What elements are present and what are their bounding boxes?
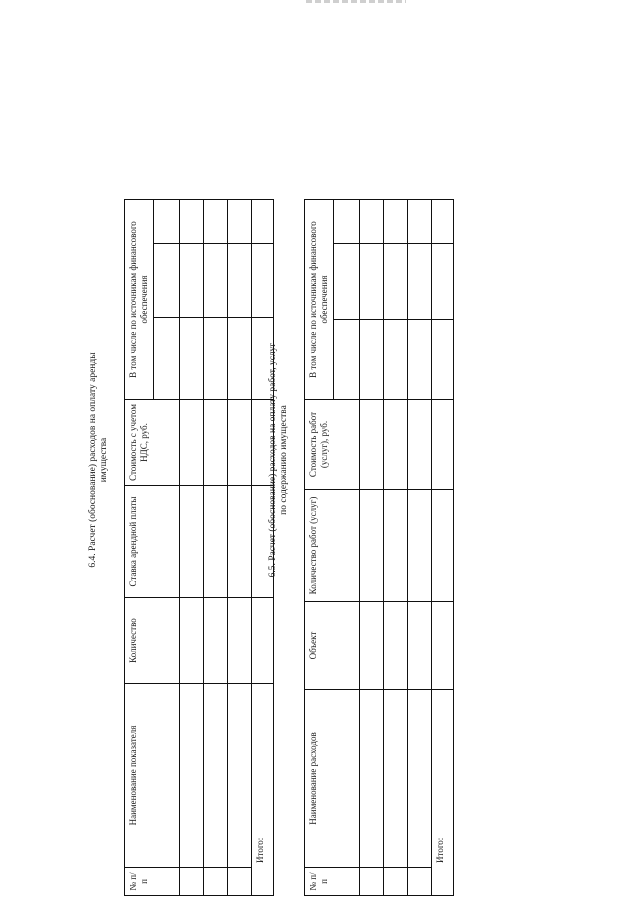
table-cell	[432, 490, 454, 602]
table-cell	[408, 400, 432, 490]
table-cell	[408, 602, 432, 690]
table-cell	[360, 602, 384, 690]
subheader-cell	[154, 318, 180, 400]
header-sources: В том числе по источникам финансового обеспечения	[125, 200, 154, 400]
caption-6-5-line2: по содержанию имущества	[279, 405, 289, 515]
scan-header-mark	[306, 0, 406, 3]
header-object: Объект	[305, 602, 360, 690]
table-cell	[204, 244, 228, 318]
table-cell	[408, 244, 432, 320]
header-num: № п/п	[125, 868, 180, 896]
table-cell	[228, 486, 252, 598]
caption-6-4-line2: имущества	[99, 437, 109, 483]
table-cell	[384, 400, 408, 490]
table-row	[204, 200, 228, 896]
caption-6-4	[88, 60, 110, 860]
header-num: № п/п	[305, 868, 360, 896]
header-rate: Ставка арендной платы	[125, 486, 180, 598]
table-cell	[204, 400, 228, 486]
table-cell	[180, 598, 204, 684]
table-cell	[228, 400, 252, 486]
table-cell	[432, 200, 454, 244]
table-cell	[204, 684, 228, 868]
caption-6-4-line1: 6.4. Расчет (обоснование) расходов на оплату аренды	[88, 352, 98, 568]
table-row	[384, 200, 408, 896]
total-label: Итого:	[432, 690, 454, 896]
table-cell	[360, 490, 384, 602]
table-cell	[360, 400, 384, 490]
header-name: Наименование расходов	[305, 690, 360, 868]
caption-6-5	[268, 60, 290, 860]
table-cell	[408, 200, 432, 244]
subheader-cell	[334, 320, 360, 400]
table-row	[180, 200, 204, 896]
header-qty: Количество	[125, 598, 180, 684]
table-cell	[180, 244, 204, 318]
subheader-cell	[154, 244, 180, 318]
table-cell	[228, 318, 252, 400]
table-cell	[228, 684, 252, 868]
table-cell	[408, 868, 432, 896]
table-cell	[180, 400, 204, 486]
table-cell	[204, 486, 228, 598]
table-cell	[180, 486, 204, 598]
header-cost: Стоимость с учетом НДС, руб.	[125, 400, 180, 486]
rotated-page-content	[88, 60, 448, 891]
subheader-cell	[154, 200, 180, 244]
table-cell	[360, 868, 384, 896]
table-6-5	[304, 199, 454, 896]
table-cell	[360, 690, 384, 868]
caption-6-5-line1: 6.5. Расчет (обоснование) расходов на оплату работ, услуг	[268, 342, 278, 578]
table-cell	[408, 490, 432, 602]
table-cell	[180, 318, 204, 400]
table-cell	[180, 868, 204, 896]
table-cell	[228, 598, 252, 684]
header-cost: Стоимость работ (услуг), руб.	[305, 400, 360, 490]
table-cell	[204, 868, 228, 896]
header-sources: В том числе по источникам финансового обеспечения	[305, 200, 334, 400]
table-cell	[204, 318, 228, 400]
header-name: Наименование показателя	[125, 684, 180, 868]
total-label: Итого:	[252, 684, 274, 896]
table-cell	[384, 244, 408, 320]
table-cell	[180, 200, 204, 244]
table-6-4-header-row	[125, 200, 154, 896]
table-row	[360, 200, 384, 896]
table-cell	[180, 684, 204, 868]
table-cell	[204, 200, 228, 244]
table-cell	[432, 320, 454, 400]
table-cell	[384, 320, 408, 400]
table-cell	[384, 602, 408, 690]
subheader-cell	[334, 200, 360, 244]
table-cell	[360, 200, 384, 244]
table-cell	[360, 320, 384, 400]
table-cell	[228, 200, 252, 244]
table-cell	[384, 868, 408, 896]
table-cell	[204, 598, 228, 684]
table-cell	[432, 244, 454, 320]
table-cell	[384, 200, 408, 244]
table-row	[408, 200, 432, 896]
table-cell	[432, 400, 454, 490]
table-cell	[408, 690, 432, 868]
table-cell	[228, 244, 252, 318]
table-6-4	[124, 199, 274, 896]
table-cell	[384, 490, 408, 602]
table-row	[228, 200, 252, 896]
header-qty: Количество работ (услуг)	[305, 490, 360, 602]
table-cell	[384, 690, 408, 868]
table-cell	[432, 602, 454, 690]
subheader-cell	[334, 244, 360, 320]
table-cell	[228, 868, 252, 896]
table-6-5-total-row	[432, 200, 454, 896]
table-cell	[360, 244, 384, 320]
table-6-5-header-row	[305, 200, 334, 896]
table-cell	[408, 320, 432, 400]
